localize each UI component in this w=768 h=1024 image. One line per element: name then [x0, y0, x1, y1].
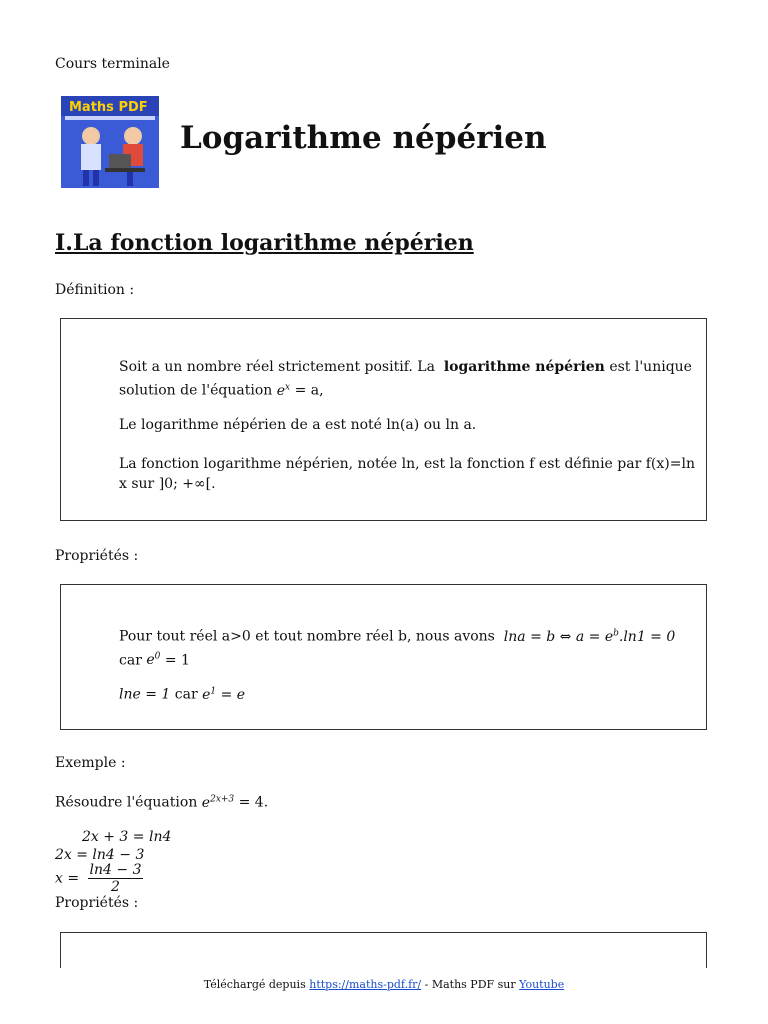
solution-step-3: x = $\frac{\ln 4 - 3}{2}$: [55, 862, 142, 895]
course-label: Cours terminale: [55, 56, 170, 72]
definition-paragraph-3: La fonction logarithme népérien, notée ln, est la fonction f est définie par f(x)=ln x sur ]0; +∞[.: [119, 456, 695, 492]
definition-paragraph-1: Soit a un nombre réel strictement positif. La logarithme népérien est l'unique solution de l'équation $e^x = a$,: [119, 359, 692, 399]
definition-bold-term: logarithme népérien: [443, 359, 605, 375]
properties-paragraph-1: Pour tout réel a>0 et tout nombre réel b, nous avons lna = b ⇔ $a = e^b.\ln 1 = 0$ car $e^0 = 1$: [119, 628, 676, 669]
properties-label-2: Propriétés :: [55, 895, 139, 911]
youtube-link[interactable]: Youtube: [519, 978, 565, 991]
properties-paragraph-2: lne = 1 car $e^1 = e$: [119, 686, 246, 703]
definition-label: Définition :: [55, 282, 135, 298]
page-footer: Téléchargé depuis https://maths-pdf.fr/ - Maths PDF sur Youtube: [203, 978, 565, 991]
example-statement: Résoudre l'équation $e^{2x+3} = 4$.: [55, 794, 269, 811]
properties-box-2: [60, 932, 707, 968]
section-heading: I.La fonction logarithme népérien: [55, 230, 474, 256]
example-label: Exemple :: [55, 755, 126, 771]
maths-pdf-logo: [61, 96, 159, 188]
logo-text: Maths PDF: [69, 100, 148, 115]
fraction: $\frac{\ln 4 - 3}{2}$: [89, 862, 142, 895]
properties-label: Propriétés :: [55, 548, 139, 564]
properties-box: [60, 584, 707, 730]
solution-step-2: 2x = ln4 − 3: [55, 847, 145, 863]
solution-step-1: 2x + 3 = ln4: [82, 829, 172, 845]
definition-paragraph-2: Le logarithme népérien de a est noté ln(a) ou ln a.: [119, 417, 477, 433]
maths-pdf-link[interactable]: https://maths-pdf.fr/: [309, 978, 422, 991]
definition-box: [60, 318, 707, 521]
page-title: Logarithme népérien: [180, 120, 547, 156]
